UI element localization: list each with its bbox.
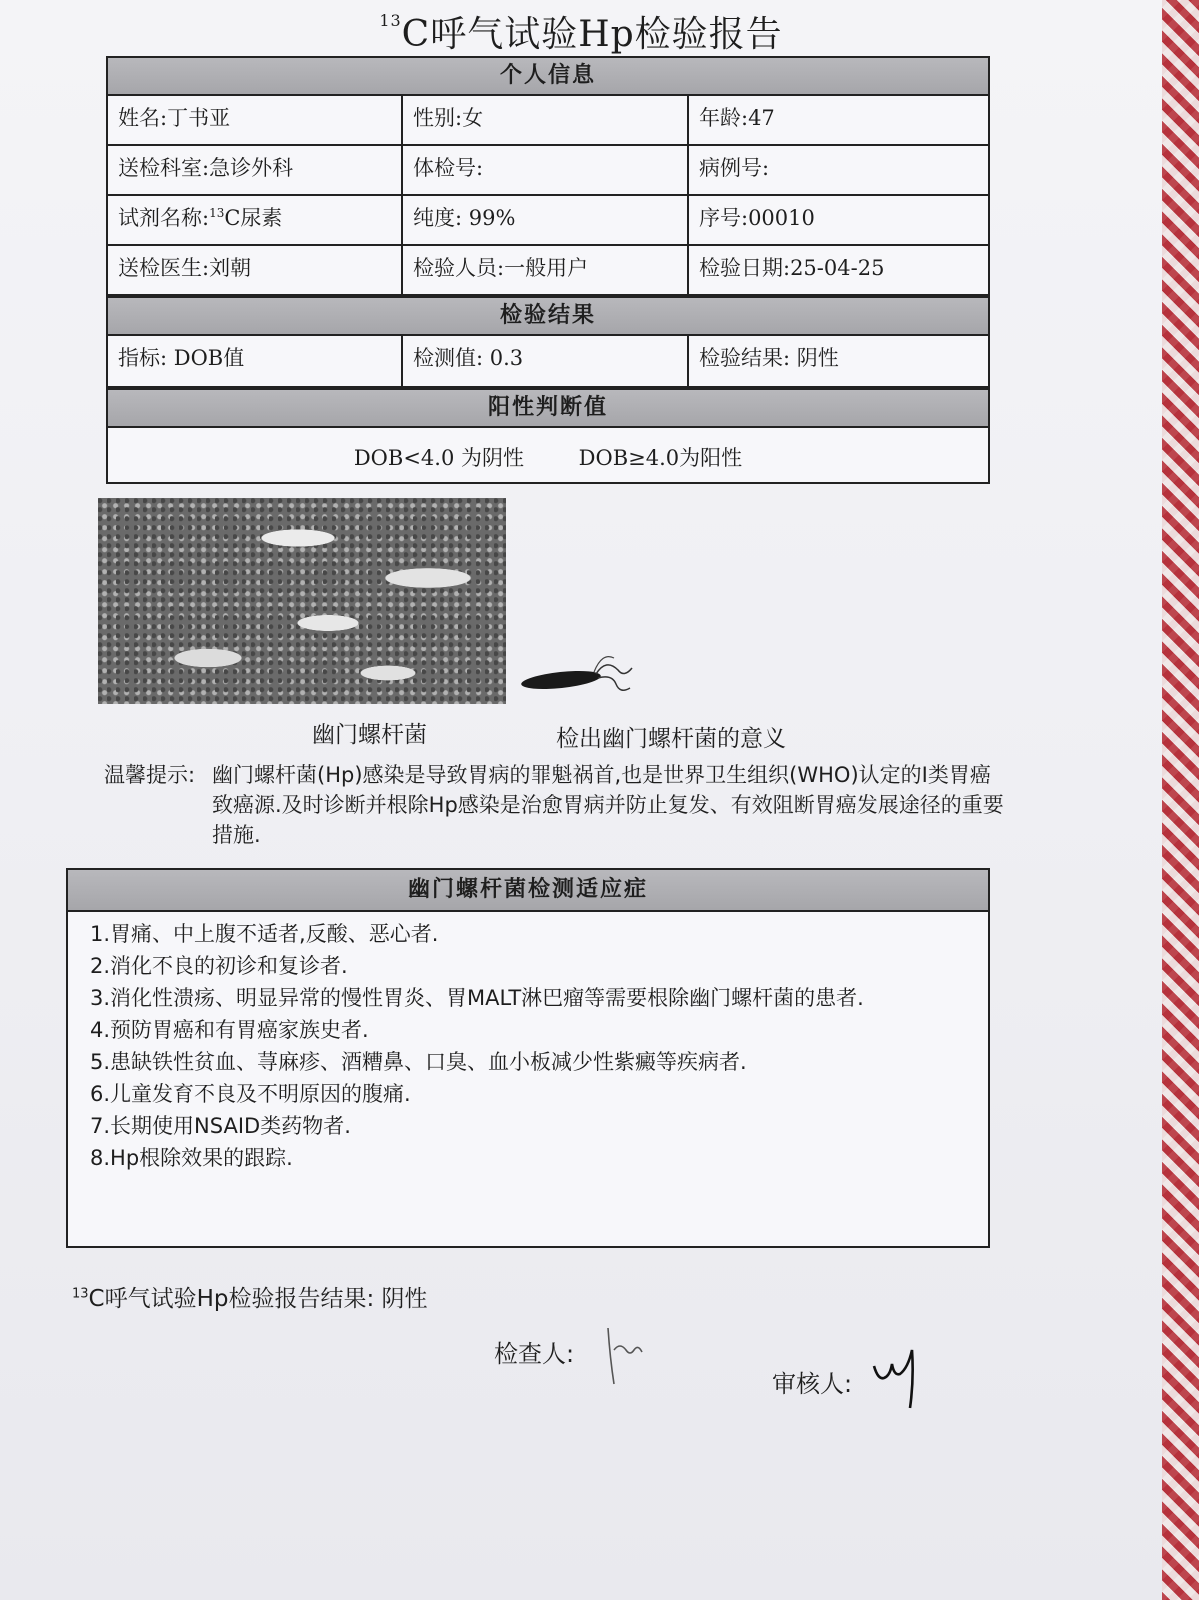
case-number: 病例号: [699, 156, 770, 180]
list-item: 4.预防胃癌和有胃癌家族史者. [90, 1018, 369, 1042]
list-item: 2.消化不良的初诊和复诊者. [90, 954, 348, 978]
bacteria-micrograph [98, 498, 506, 704]
table-row [108, 196, 988, 246]
table-row [108, 246, 988, 296]
indications-table [66, 868, 990, 1248]
patient-name: 姓名:丁书亚 [108, 96, 403, 144]
positive-threshold: DOB≥4.0为阳性 [578, 446, 743, 470]
indications-list [68, 912, 988, 1192]
exam-date: 检验日期:25-04-25 [699, 256, 885, 280]
department: 送检科室:急诊外科 [108, 146, 403, 194]
warm-tip [104, 760, 1004, 850]
tip-text: 幽门螺杆菌(Hp)感染是导致胃病的罪魁祸首,也是世界卫生组织(WHO)认定的I类胃癌致癌源.及时诊断并根除Hp感染是治愈胃病并防止复发、有效阻断胃癌发展途径的重要措施. [212, 763, 1004, 847]
reviewer-label: 审核人: [772, 1370, 853, 1398]
list-item: 5.患缺铁性贫血、荨麻疹、酒糟鼻、口臭、血小板减少性紫癜等疾病者. [90, 1050, 747, 1074]
caption-bacteria: 幽门螺杆菌 [312, 722, 427, 748]
indicator: 指标: DOB值 [108, 336, 403, 386]
measured-value: 检测值: 0.3 [403, 336, 689, 386]
list-item: 3.消化性溃疡、明显异常的慢性胃炎、胃MALT淋巴瘤等需要根除幽门螺杆菌的患者. [90, 986, 864, 1010]
judgement-header: 阳性判断值 [108, 388, 988, 428]
reviewer-signature [868, 1344, 928, 1414]
test-result: 检验结果: 阴性 [699, 346, 839, 370]
table-row [108, 146, 988, 196]
patient-sex: 性别:女 [403, 96, 689, 144]
caption-significance: 检出幽门螺杆菌的意义 [556, 726, 786, 752]
serial-number: 序号:00010 [699, 206, 815, 230]
table-row [108, 336, 988, 388]
report-title: $^{13}$C呼气试验Hp检验报告 [379, 11, 783, 55]
checker-signature [598, 1320, 658, 1390]
personal-info-header: 个人信息 [108, 58, 988, 96]
list-item: 1.胃痛、中上腹不适者,反酸、恶心者. [90, 922, 439, 946]
info-table [106, 56, 990, 484]
list-item: 8.Hp根除效果的跟踪. [90, 1146, 293, 1170]
table-row [108, 96, 988, 146]
reagent-name: 试剂名称:$^{13}$C尿素 [108, 196, 403, 244]
examiner: 检验人员:一般用户 [403, 246, 689, 294]
tip-label: 温馨提示: [104, 763, 196, 787]
indications-header: 幽门螺杆菌检测适应症 [68, 870, 988, 912]
bacterium-illustration [516, 652, 636, 702]
list-item: 6.儿童发育不良及不明原因的腹痛. [90, 1082, 411, 1106]
result-header: 检验结果 [108, 296, 988, 336]
referring-doctor: 送检医生:刘朝 [108, 246, 403, 294]
purity: 纯度: 99% [403, 196, 689, 244]
list-item: 7.长期使用NSAID类药物者. [90, 1114, 351, 1138]
final-result: $^{13}$C呼气试验Hp检验报告结果: 阴性 [72, 1286, 428, 1312]
checker-label: 检查人: [494, 1340, 575, 1368]
exam-number: 体检号: [403, 146, 689, 194]
background-tablecloth [1159, 0, 1199, 1600]
patient-age: 年龄:47 [699, 106, 775, 130]
negative-threshold: DOB<4.0 为阴性 [353, 446, 524, 470]
judgement-values [108, 428, 988, 482]
